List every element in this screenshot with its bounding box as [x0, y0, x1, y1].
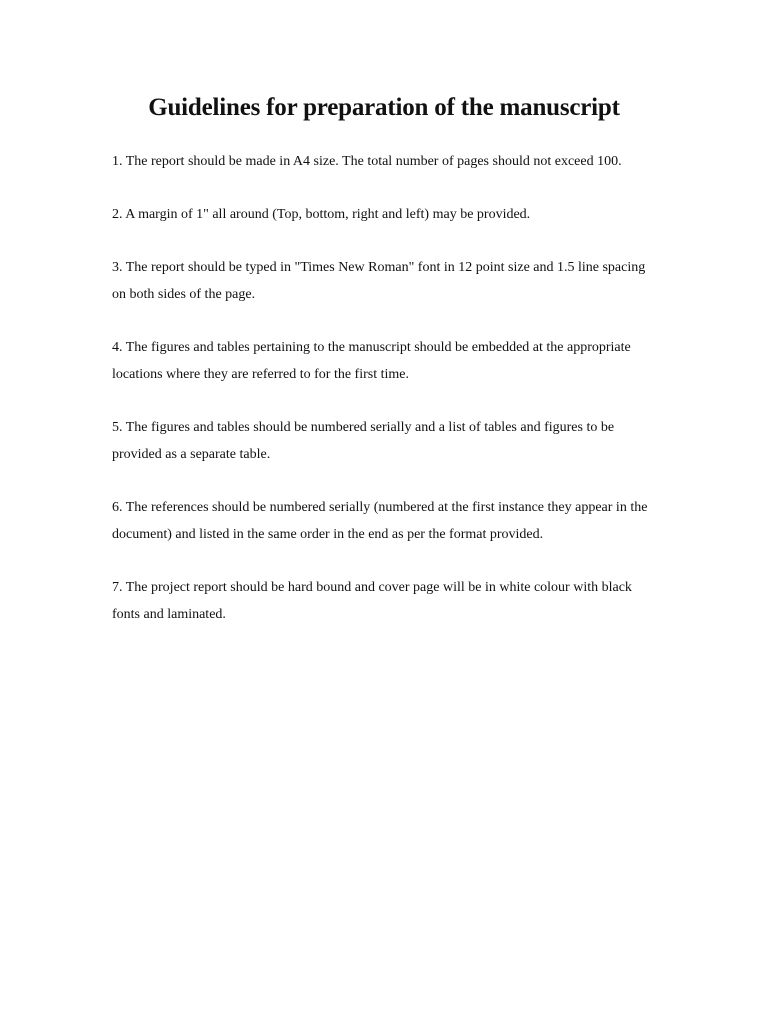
- guidelines-list: [112, 148, 662, 654]
- guideline-item-1: 1. The report should be made in A4 size. The total number of pages should not exceed 100.: [112, 154, 622, 169]
- guideline-item-7: 7. The project report should be hard bound and cover page will be in white colour with black fonts and laminated.: [112, 580, 632, 622]
- guideline-item-5: 5. The figures and tables should be numbered serially and a list of tables and figures to be provided as a separate table.: [112, 420, 615, 462]
- document-title: Guidelines for preparation of the manuscript: [148, 94, 620, 121]
- guideline-item-2: 2. A margin of 1" all around (Top, bottom, right and left) may be provided.: [112, 207, 531, 222]
- guideline-item-4: 4. The figures and tables pertaining to the manuscript should be embedded at the appropriate locations where they are referred to for the first time.: [112, 340, 631, 382]
- guideline-item-6: 6. The references should be numbered serially (numbered at the first instance they appear in the document) and listed in the same order in the end as per the format provided.: [112, 500, 648, 542]
- guideline-item-3: 3. The report should be typed in "Times New Roman" font in 12 point size and 1.5 line spacing on both sides of the page.: [112, 260, 646, 302]
